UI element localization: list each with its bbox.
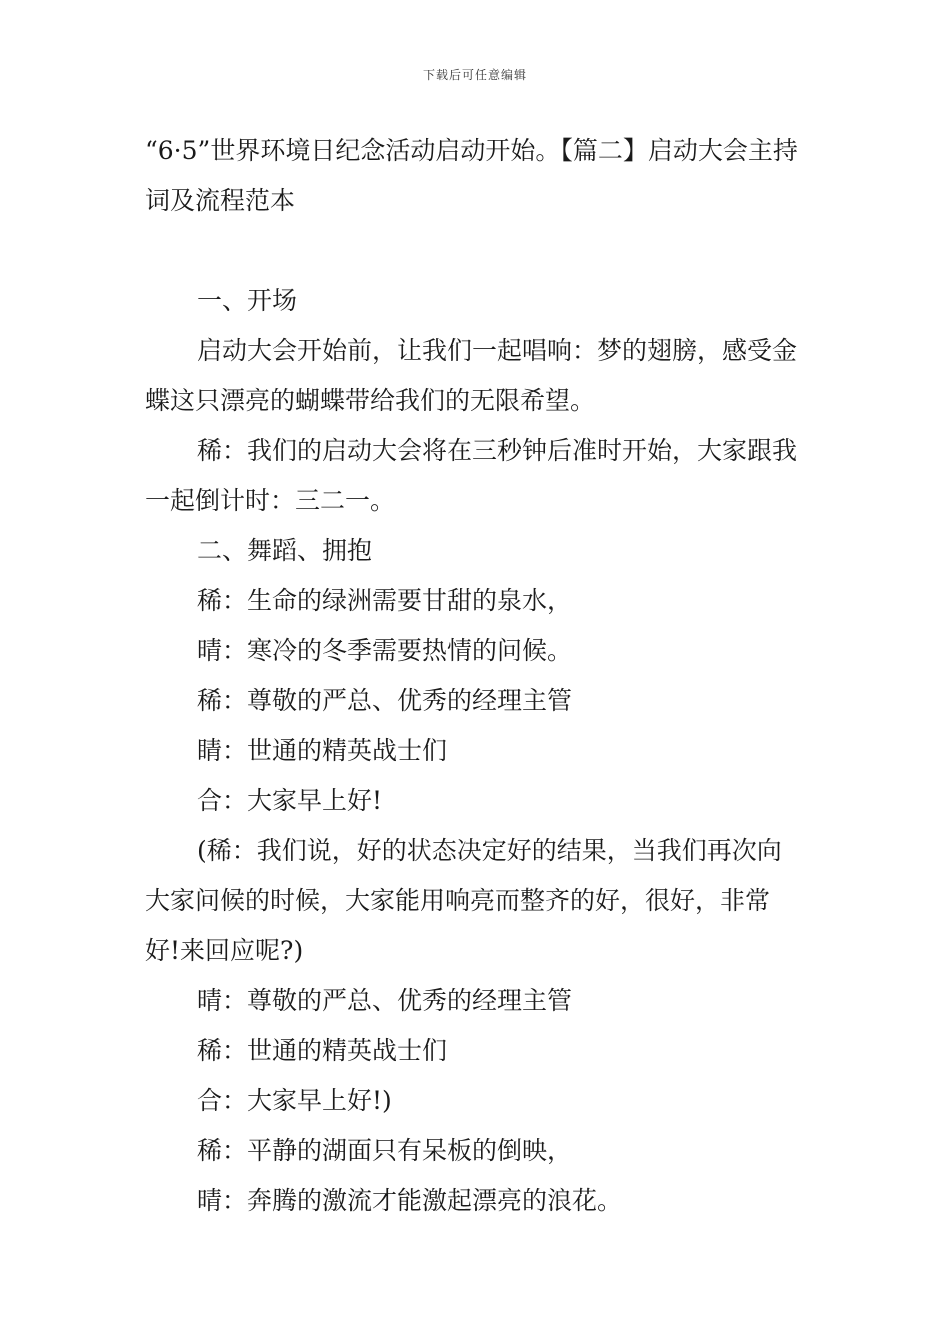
paragraph: 晴：奔腾的激流才能激起漂亮的浪花。 [197, 1186, 623, 1215]
paragraph: 晴：寒冷的冬季需要热情的问候。 [197, 636, 573, 665]
paragraph: 稀：世通的精英战士们 [197, 1036, 448, 1065]
paragraph: 一、开场 [197, 286, 298, 315]
paragraph: 启动大会开始前，让我们一起唱响：梦的翅膀，感受金蝶这只漂亮的蝴蝶带给我们的无限希望。 [145, 336, 798, 415]
paragraph: 合：大家早上好! [197, 786, 383, 815]
paragraph: 稀：我们的启动大会将在三秒钟后准时开始，大家跟我一起倒计时：三二一。 [145, 436, 798, 515]
page-header: 下载后可任意编辑 [422, 68, 527, 82]
paragraph: 二、舞蹈、拥抱 [197, 536, 373, 565]
paragraph: 睛：世通的精英战士们 [197, 736, 448, 765]
paragraph: 稀：平静的湖面只有呆板的倒映， [197, 1136, 573, 1165]
paragraph: 晴：尊敬的严总、优秀的经理主管 [197, 986, 573, 1015]
document-body [145, 126, 805, 1226]
section-title: “6·5”世界环境日纪念活动启动开始。【篇二】启动大会主持词及流程范本 [145, 136, 798, 215]
paragraph: 稀：尊敬的严总、优秀的经理主管 [197, 686, 573, 715]
paragraph: 合：大家早上好!) [197, 1086, 392, 1115]
paragraph: 稀：生命的绿洲需要甘甜的泉水， [197, 586, 573, 615]
paragraph: (稀：我们说，好的状态决定好的结果，当我们再次向大家问候的时候，大家能用响亮而整齐的好，很好，非常好!来回应呢?) [145, 836, 782, 965]
